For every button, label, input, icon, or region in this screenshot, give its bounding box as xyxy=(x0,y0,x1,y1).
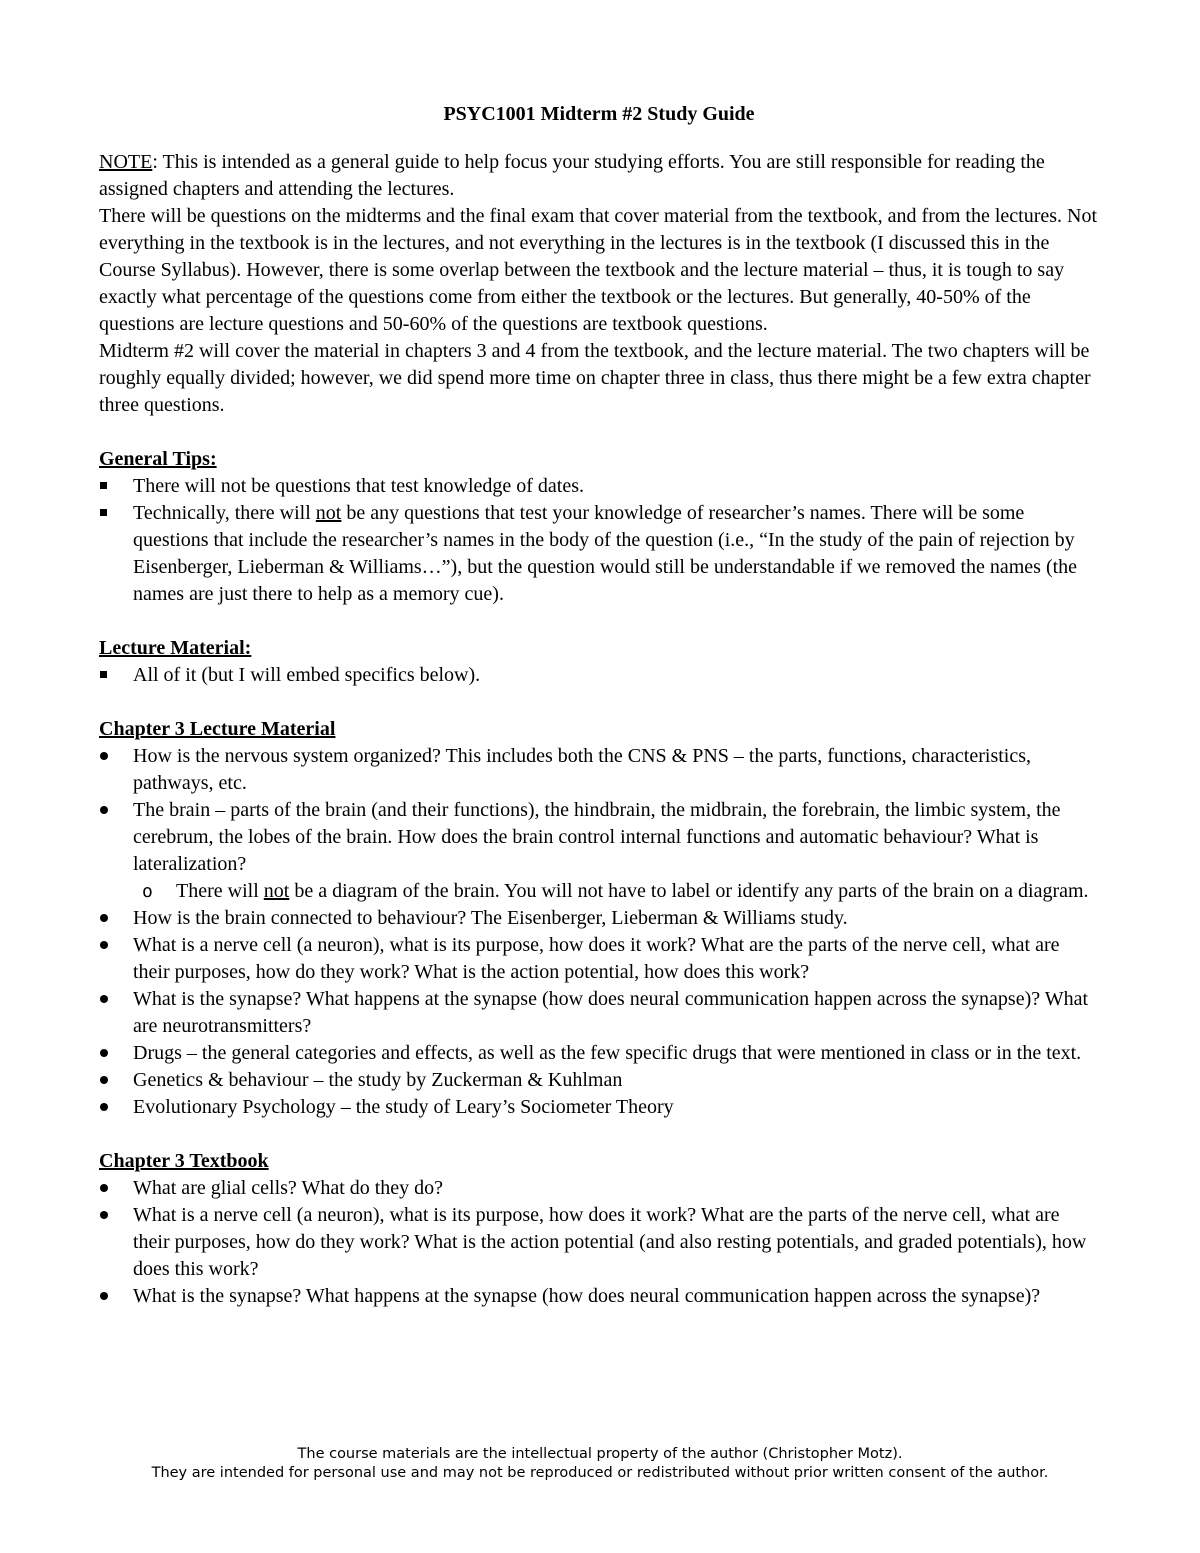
copyright-footer xyxy=(0,1445,1200,1483)
list-item: How is the nervous system organized? This includes both the CNS & PNS – the parts, functions, characteristics, pathways, etc. xyxy=(133,745,1032,794)
note-paragraph xyxy=(99,149,1099,203)
footer-line-1: The course materials are the intellectual property of the author (Christopher Motz). xyxy=(297,1446,903,1462)
note-label: NOTE xyxy=(99,151,153,173)
lecture-material-list xyxy=(99,662,1099,689)
list-item: Technically, there will not be any questions that test your knowledge of researcher’s names. There will be some questions that include the researcher’s names in the body of the question (i.e., “In the study of the pain of rejection by Eisenberger, Lieberman & Williams…”), but the question would still be understandable if we removed the names (the names are just there to help as a memory cue). xyxy=(133,502,1078,605)
lecture-material-heading: Lecture Material: xyxy=(99,637,252,659)
document-body xyxy=(99,99,1099,1310)
chapter3-lecture-list xyxy=(99,743,1099,1121)
list-item: What is a nerve cell (a neuron), what is its purpose, how does it work? What are the parts of the nerve cell, what are their purposes, how do they work? What is the action potential (and also resting potentials, and graded potentials), how does this work? xyxy=(133,1204,1087,1280)
list-item: How is the brain connected to behaviour? The Eisenberger, Lieberman & Williams study. xyxy=(133,907,848,929)
note-text: : This is intended as a general guide to help focus your studying efforts. You are still responsible for reading the assigned chapters and attending the lectures. xyxy=(99,151,1045,200)
sub-list-item: o There will not be a diagram of the brain. You will not have to label or identify any parts of the brain on a diagram. xyxy=(99,878,1099,905)
chapter3-textbook-heading: Chapter 3 Textbook xyxy=(99,1150,269,1172)
list-item: What are glial cells? What do they do? xyxy=(133,1177,444,1199)
chapter3-lecture-heading: Chapter 3 Lecture Material xyxy=(99,718,336,740)
general-tips-list xyxy=(99,473,1099,608)
list-item: All of it (but I will embed specifics below). xyxy=(133,664,481,686)
hollow-bullet-icon: o xyxy=(142,881,153,902)
intro-paragraph-3: Midterm #2 will cover the material in chapters 3 and 4 from the textbook, and the lecture material. The two chapters will be roughly equally divided; however, we did spend more time on chapter three in class, thus there might be a few extra chapter three questions. xyxy=(99,340,1091,416)
list-item: What is a nerve cell (a neuron), what is its purpose, how does it work? What are the parts of the nerve cell, what are their purposes, how do they work? What is the action potential, how does this work? xyxy=(133,934,1060,983)
list-item: What is the synapse? What happens at the synapse (how does neural communication happen across the synapse)? What are neurotransmitters? xyxy=(133,988,1089,1037)
list-item: What is the synapse? What happens at the synapse (how does neural communication happen across the synapse)? xyxy=(133,1285,1041,1307)
list-item: Drugs – the general categories and effects, as well as the few specific drugs that were mentioned in class or in the text. xyxy=(133,1042,1082,1064)
footer-line-2: They are intended for personal use and may not be reproduced or redistributed without prior written consent of the author. xyxy=(151,1465,1049,1481)
general-tips-heading: General Tips: xyxy=(99,448,217,470)
document-title: PSYC1001 Midterm #2 Study Guide xyxy=(443,103,755,125)
list-item: The brain – parts of the brain (and their functions), the hindbrain, the midbrain, the forebrain, the limbic system, the cerebrum, the lobes of the brain. How does the brain control internal functions and automatic behaviour? What is lateralization? xyxy=(133,799,1061,875)
list-item: Evolutionary Psychology – the study of Leary’s Sociometer Theory xyxy=(133,1096,674,1118)
intro-paragraph-2: There will be questions on the midterms and the final exam that cover material from the textbook, and from the lectures. Not everything in the textbook is in the lectures, and not everything in the lectures is in the textbook (I discussed this in the Course Syllabus). However, there is some overlap between the textbook and the lecture material – thus, it is tough to say exactly what percentage of the questions come from either the textbook or the lectures. But generally, 40-50% of the questions are lecture questions and 50-60% of the questions are textbook questions. xyxy=(99,205,1098,335)
list-item: There will not be questions that test knowledge of dates. xyxy=(133,475,585,497)
list-item: Genetics & behaviour – the study by Zuckerman & Kuhlman xyxy=(133,1069,623,1091)
chapter3-textbook-list xyxy=(99,1175,1099,1310)
